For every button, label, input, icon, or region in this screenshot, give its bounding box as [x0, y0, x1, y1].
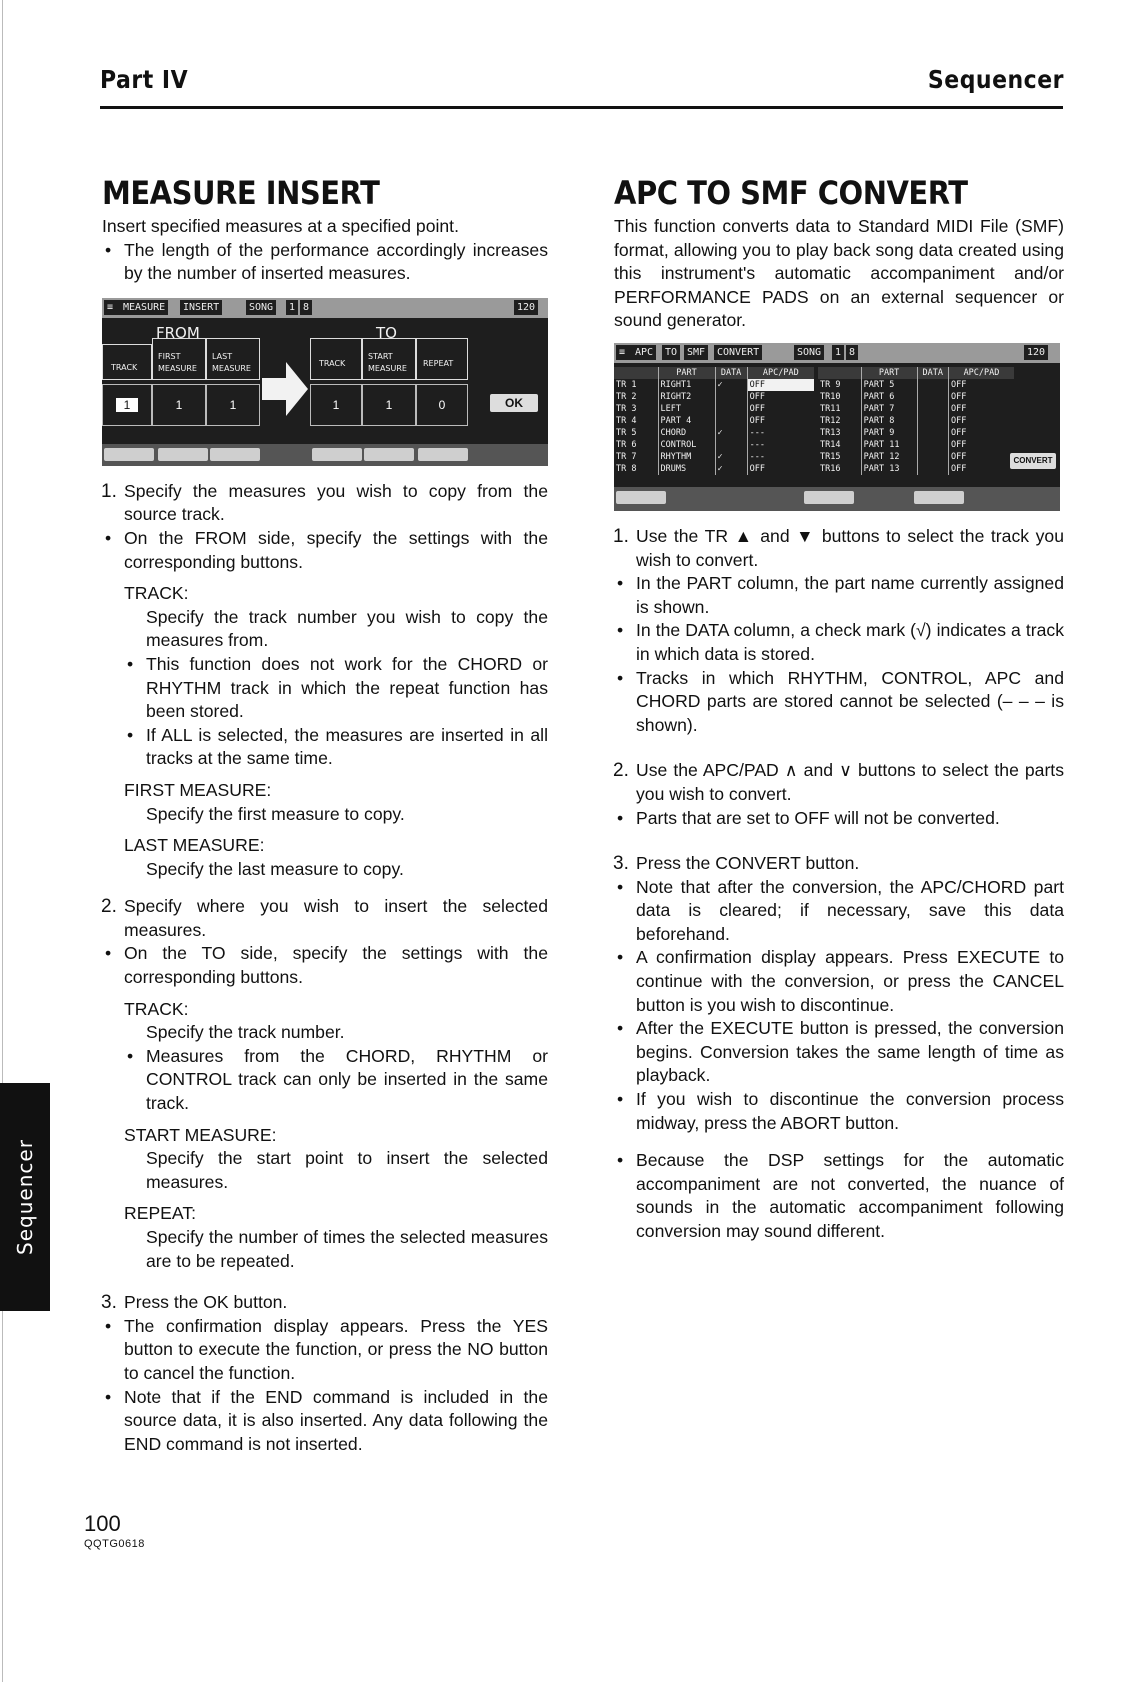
track-row[interactable]	[614, 451, 814, 463]
start-measure-heading: START MEASURE:	[124, 1124, 277, 1145]
track2-text: Specify the track number.	[146, 1022, 345, 1043]
apc-pad-value: OFF	[948, 427, 1014, 439]
track-row[interactable]	[818, 463, 1014, 475]
first-measure-text: Specify the first measure to copy.	[146, 803, 405, 824]
step-1: 1. Specify the measures you wish to copy from the source track.	[101, 480, 548, 525]
start-measure-value: 1	[362, 384, 416, 426]
last-measure-value: 1	[206, 384, 260, 426]
step-2-bullet: • On the TO side, specify the settings with the corresponding buttons.	[102, 942, 548, 989]
header-part: Part IV	[100, 66, 189, 95]
step-2: 2. Specify where you wish to insert the selected measures.	[101, 896, 548, 940]
track-heading: TRACK:	[124, 583, 189, 604]
part-name: PART 9	[861, 427, 917, 439]
track2-heading: TRACK:	[124, 998, 189, 1019]
apc-pad-value: OFF	[948, 379, 1014, 391]
part-name: CHORD	[658, 427, 715, 439]
intro-text: Insert specified measures at a specified point.	[102, 216, 459, 236]
repeat-heading: REPEAT:	[124, 1203, 197, 1224]
convert-button[interactable]: CONVERT	[1010, 453, 1056, 469]
last-measure-text: Specify the last measure to copy.	[146, 858, 404, 879]
apc-pad-value: OFF	[948, 403, 1014, 415]
data-check	[917, 403, 948, 415]
apc-convert-display	[614, 343, 1060, 511]
apc-pad-value: ---	[747, 439, 814, 451]
track-id: TR 4	[616, 415, 637, 426]
track-row[interactable]	[614, 403, 814, 415]
tracks-table-left: PART DATA APC/PAD TR 1 RIGHT1 ✓ OFF TR 2 RIGHT2 OFF TR 3 LEFT OFF TR 4 PART 4 OFF TR 5 CHORD ✓ --- TR 6 CONTROL --- TR 7 RHYTHM ✓ --- TR 8 DRUMS ✓ OFF	[614, 367, 814, 475]
step-3-bullet-3: • After the EXECUTE button is pressed, the conversion begins. Conversion takes the same length of time as playback.	[614, 1017, 1064, 1088]
header-rule	[100, 106, 1063, 109]
softkey-row	[102, 444, 548, 466]
softkey-3[interactable]	[914, 491, 964, 504]
tab-song: SONG	[246, 300, 276, 315]
menu-icon: ≡	[616, 345, 632, 360]
last-measure-header: LAST MEASURE	[206, 338, 260, 380]
song-number: 1	[286, 300, 298, 315]
softkey-4[interactable]	[312, 448, 362, 461]
part-name: RIGHT2	[658, 391, 715, 403]
step-1-bullet-2: • In the DATA column, a check mark (√) indicates a track in which data is stored.	[614, 619, 1064, 666]
track-row[interactable]	[818, 451, 1014, 463]
to-label: TO	[376, 323, 397, 342]
track-id: TR 3	[616, 403, 637, 414]
track-row[interactable]	[614, 427, 814, 439]
apc-pad-value: OFF	[747, 415, 814, 427]
intro-bullet: • The length of the performance accordingly increases by the number of inserted measures.	[102, 239, 548, 286]
tempo-counter: 120	[1024, 345, 1048, 360]
track-row[interactable]	[818, 439, 1014, 451]
first-measure-value: 1	[152, 384, 206, 426]
part-name: PART 13	[861, 463, 917, 475]
data-check: ✓	[715, 379, 747, 391]
step-1-bullet-1: • In the PART column, the part name currently assigned is shown.	[614, 572, 1064, 619]
data-check	[917, 391, 948, 403]
softkey-3[interactable]	[210, 448, 260, 461]
tab-convert: CONVERT	[714, 345, 762, 360]
measure-insert-title: MEASURE INSERT	[102, 174, 380, 212]
side-tab-label: Sequencer	[13, 1139, 37, 1255]
apc-pad-value: OFF	[948, 451, 1014, 463]
data-check	[917, 463, 948, 475]
part-name: RHYTHM	[658, 451, 715, 463]
apc-pad-value: OFF	[747, 391, 814, 403]
track-id: TR13	[820, 427, 841, 438]
part-name: RIGHT1	[658, 379, 715, 391]
menu-icon: ≡	[104, 300, 120, 315]
track-id: TR11	[820, 403, 841, 414]
to-track-value: 1	[310, 384, 362, 426]
header-section: Sequencer	[927, 66, 1064, 95]
apc-pad-value: OFF	[948, 391, 1014, 403]
softkey-6[interactable]	[418, 448, 468, 461]
data-check	[917, 427, 948, 439]
start-measure-text: Specify the start point to insert the selected measures.	[146, 1148, 548, 1192]
track-bullet-1: • This function does not work for the CHORD or RHYTHM track in which the repeat function has been stored.	[102, 653, 548, 724]
from-label: FROM	[156, 323, 200, 342]
apc-pad-value: ---	[747, 427, 814, 439]
arrow-right-icon	[262, 362, 308, 416]
step-1-bullet: • On the FROM side, specify the settings with the corresponding buttons.	[102, 527, 548, 574]
track-row[interactable]	[818, 403, 1014, 415]
page-edge-line	[2, 0, 3, 1682]
apc-pad-value: OFF	[747, 403, 814, 415]
part-name: PART 8	[861, 415, 917, 427]
measure-insert-display	[102, 298, 548, 466]
softkey-1[interactable]	[616, 491, 666, 504]
step-2: 2. Use the APC/PAD ∧ and ∨ buttons to select the parts you wish to convert.	[613, 760, 1064, 804]
data-check	[715, 391, 747, 403]
tab-smf: SMF	[684, 345, 708, 360]
track-id: TR16	[820, 463, 841, 474]
data-check	[715, 403, 747, 415]
softkey-row	[614, 487, 1060, 511]
track-row[interactable]	[818, 379, 1014, 391]
part-name: PART 5	[861, 379, 917, 391]
track-row[interactable]	[818, 415, 1014, 427]
display-tab-bar	[614, 343, 1060, 363]
part-name: LEFT	[658, 403, 715, 415]
song-number: 1	[832, 345, 844, 360]
from-track-header: TRACK	[102, 344, 152, 380]
step-3-bullet-1: • The confirmation display appears. Press the YES button to execute the function, or press the NO button to cancel the function.	[102, 1315, 548, 1386]
tab-to: TO	[662, 345, 680, 360]
part-name: PART 11	[861, 439, 917, 451]
track-bullet-2: • If ALL is selected, the measures are inserted in all tracks at the same time.	[102, 724, 548, 771]
display-tab-bar	[102, 298, 548, 318]
tab-insert: INSERT	[180, 300, 222, 315]
softkey-5[interactable]	[364, 448, 414, 461]
track-id: TR12	[820, 415, 841, 426]
softkey-2[interactable]	[804, 491, 854, 504]
measure-insert-column	[102, 175, 548, 1456]
data-check	[917, 451, 948, 463]
to-track-header: TRACK	[310, 338, 362, 380]
track-id: TR 8	[616, 463, 637, 474]
tab-apc: APC	[632, 345, 656, 360]
data-check	[917, 379, 948, 391]
page-number: 100	[84, 1511, 121, 1536]
apc-pad-value: ---	[747, 451, 814, 463]
track-id: TR 2	[616, 391, 637, 402]
track-id: TR15	[820, 451, 841, 462]
page-number: 8	[846, 345, 858, 360]
part-name: CONTROL	[658, 439, 715, 451]
part-name: PART 12	[861, 451, 917, 463]
start-measure-header: START MEASURE	[362, 338, 416, 380]
repeat-value: 0	[416, 384, 468, 426]
ok-button[interactable]: OK	[490, 394, 538, 412]
page-number: 8	[300, 300, 312, 315]
tempo-counter: 120	[514, 300, 538, 315]
repeat-header: REPEAT	[416, 338, 468, 380]
first-measure-heading: FIRST MEASURE:	[124, 779, 272, 800]
first-measure-header: FIRST MEASURE	[152, 338, 206, 380]
step-2-bullet: • Parts that are set to OFF will not be converted.	[614, 807, 1064, 831]
convert-intro: This function converts data to Standard MIDI File (SMF) format, allowing you to play back song data created using this instrument's automatic accompaniment and/or PERFORMANCE PADS on an external sequencer or sound generator.	[614, 216, 1064, 331]
tracks-table-right: PART DATA APC/PAD TR 9 PART 5 OFF TR10 PART 6 OFF TR11 PART 7 OFF TR12 PART 8 OFF TR13 PART 9 OFF TR14 PART 11 OFF TR15 PART 12 OFF TR16 PART 13 OFF	[818, 367, 1014, 475]
step-3-bullet-4: • If you wish to discontinue the conversion process midway, press the ABORT button.	[614, 1088, 1064, 1135]
track-id: TR10	[820, 391, 841, 402]
apc-pad-value: OFF	[747, 463, 814, 475]
data-check: ✓	[715, 451, 747, 463]
section-side-tab	[0, 1083, 50, 1311]
apc-convert-title: APC TO SMF CONVERT	[614, 174, 968, 212]
data-check: ✓	[715, 463, 747, 475]
part-name: PART 6	[861, 391, 917, 403]
track-row[interactable]	[614, 439, 814, 451]
apc-convert-column	[614, 175, 1064, 1244]
track-row[interactable]	[614, 379, 814, 391]
apc-pad-value: OFF	[747, 379, 814, 391]
track-text: Specify the track number you wish to copy the measures from.	[146, 606, 548, 651]
display-body	[102, 318, 548, 444]
apc-pad-value: OFF	[948, 415, 1014, 427]
apc-pad-value: OFF	[948, 463, 1014, 475]
dsp-note-bullet: • Because the DSP settings for the automatic accompaniment are not converted, the nuance of sounds in the automatic accompaniment following conversion may sound different.	[614, 1149, 1064, 1243]
repeat-text: Specify the number of times the selected measures are to be repeated.	[146, 1227, 548, 1271]
data-check: ✓	[715, 427, 747, 439]
softkey-1[interactable]	[104, 448, 154, 461]
track-row[interactable]	[614, 415, 814, 427]
step-1: 1. Use the TR ▲ and ▼ buttons to select the track you wish to convert.	[613, 525, 1064, 570]
tab-song: SONG	[794, 345, 824, 360]
data-check	[917, 415, 948, 427]
part-name: DRUMS	[658, 463, 715, 475]
track-row[interactable]	[614, 391, 814, 403]
apc-pad-value: OFF	[948, 439, 1014, 451]
part-name: PART 7	[861, 403, 917, 415]
softkey-2[interactable]	[158, 448, 208, 461]
step-3-bullet-2: • A confirmation display appears. Press EXECUTE to continue with the conversion, or press the CANCEL button is you wish to discontinue.	[614, 946, 1064, 1017]
track-row[interactable]	[614, 463, 814, 475]
track-id: TR 1	[616, 379, 637, 390]
track-id: TR 9	[820, 379, 841, 390]
track-row[interactable]	[818, 391, 1014, 403]
track-id: TR 7	[616, 451, 637, 462]
step-3: 3. Press the CONVERT button.	[613, 853, 860, 875]
step-1-bullet-3: • Tracks in which RHYTHM, CONTROL, APC and CHORD parts are stored cannot be selected (– – – is shown).	[614, 667, 1064, 738]
step-3-bullet-2: • Note that if the END command is included in the source data, it is also inserted. Any data following the END command is not inserted.	[102, 1386, 548, 1457]
track-row[interactable]	[818, 427, 1014, 439]
last-measure-heading: LAST MEASURE:	[124, 835, 265, 856]
track2-bullet: • Measures from the CHORD, RHYTHM or CONTROL track can only be inserted in the same track.	[102, 1045, 548, 1116]
track-id: TR 6	[616, 439, 637, 450]
document-code: QQTG0618	[84, 1538, 145, 1550]
step-3-bullet-1: • Note that after the conversion, the APC/CHORD part data is cleared; if necessary, save this data beforehand.	[614, 876, 1064, 947]
data-check	[715, 415, 747, 427]
tab-measure: MEASURE	[120, 300, 168, 315]
from-track-value: 1	[102, 384, 152, 426]
part-name: PART 4	[658, 415, 715, 427]
data-check	[715, 439, 747, 451]
track-id: TR14	[820, 439, 841, 450]
track-id: TR 5	[616, 427, 637, 438]
data-check	[917, 439, 948, 451]
step-3: 3. Press the OK button.	[101, 1292, 288, 1314]
